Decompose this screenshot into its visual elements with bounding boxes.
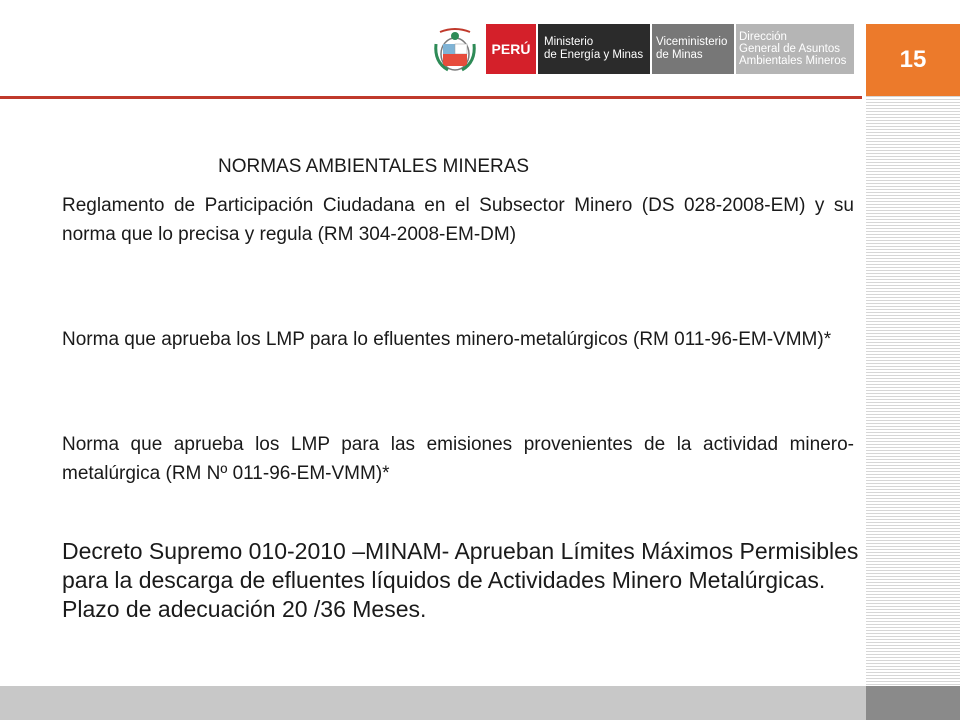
side-stripe-band — [866, 96, 960, 686]
header-divider — [0, 96, 862, 99]
peru-label — [486, 24, 536, 74]
coat-of-arms-icon — [430, 24, 480, 74]
footer-bar — [0, 686, 866, 720]
paragraph-lmp-efluentes: Norma que aprueba los LMP para lo efluentes minero-metalúrgicos (RM 011-96-EM-VMM)* — [62, 329, 832, 350]
dir-line2: General de Asuntos — [739, 43, 841, 55]
page-number-badge — [866, 24, 960, 96]
ministry-label — [538, 24, 650, 74]
paragraph-lmp-emisiones: Norma que aprueba los LMP para las emisiones provenientes de la actividad minero-metalúrgica (RM Nº 011-96-EM-VMM)* — [62, 434, 854, 484]
footer-corner — [866, 686, 960, 720]
directorate-label — [736, 24, 854, 74]
ministry-line1: Ministerio — [544, 36, 594, 48]
paragraph-decreto-supremo: Decreto Supremo 010-2010 –MINAM- Aprueban Límites Máximos Permisibles para la descarga de efluentes líquidos de Actividades Minero Metalúrgicas. Plazo de adecuación 20 /36 Meses. — [62, 538, 859, 622]
ministry-line2: de Energía y Minas — [544, 49, 644, 61]
vice-line1: Viceministerio — [656, 36, 728, 48]
dir-line1: Dirección — [739, 31, 787, 43]
paragraph-participacion: Reglamento de Participación Ciudadana en el Subsector Minero (DS 028-2008-EM) y su norma que lo precisa y regula (RM 304-2008-EM-DM) — [62, 195, 854, 245]
page-number: 15 — [899, 46, 927, 73]
dir-line3: Ambientales Mineros — [739, 55, 847, 67]
ministry-logo — [430, 24, 854, 74]
slide-title: NORMAS AMBIENTALES MINERAS — [218, 156, 530, 177]
vice-ministry-label — [652, 24, 734, 74]
vice-line2: de Minas — [656, 49, 703, 61]
peru-text: PERÚ — [491, 41, 531, 57]
